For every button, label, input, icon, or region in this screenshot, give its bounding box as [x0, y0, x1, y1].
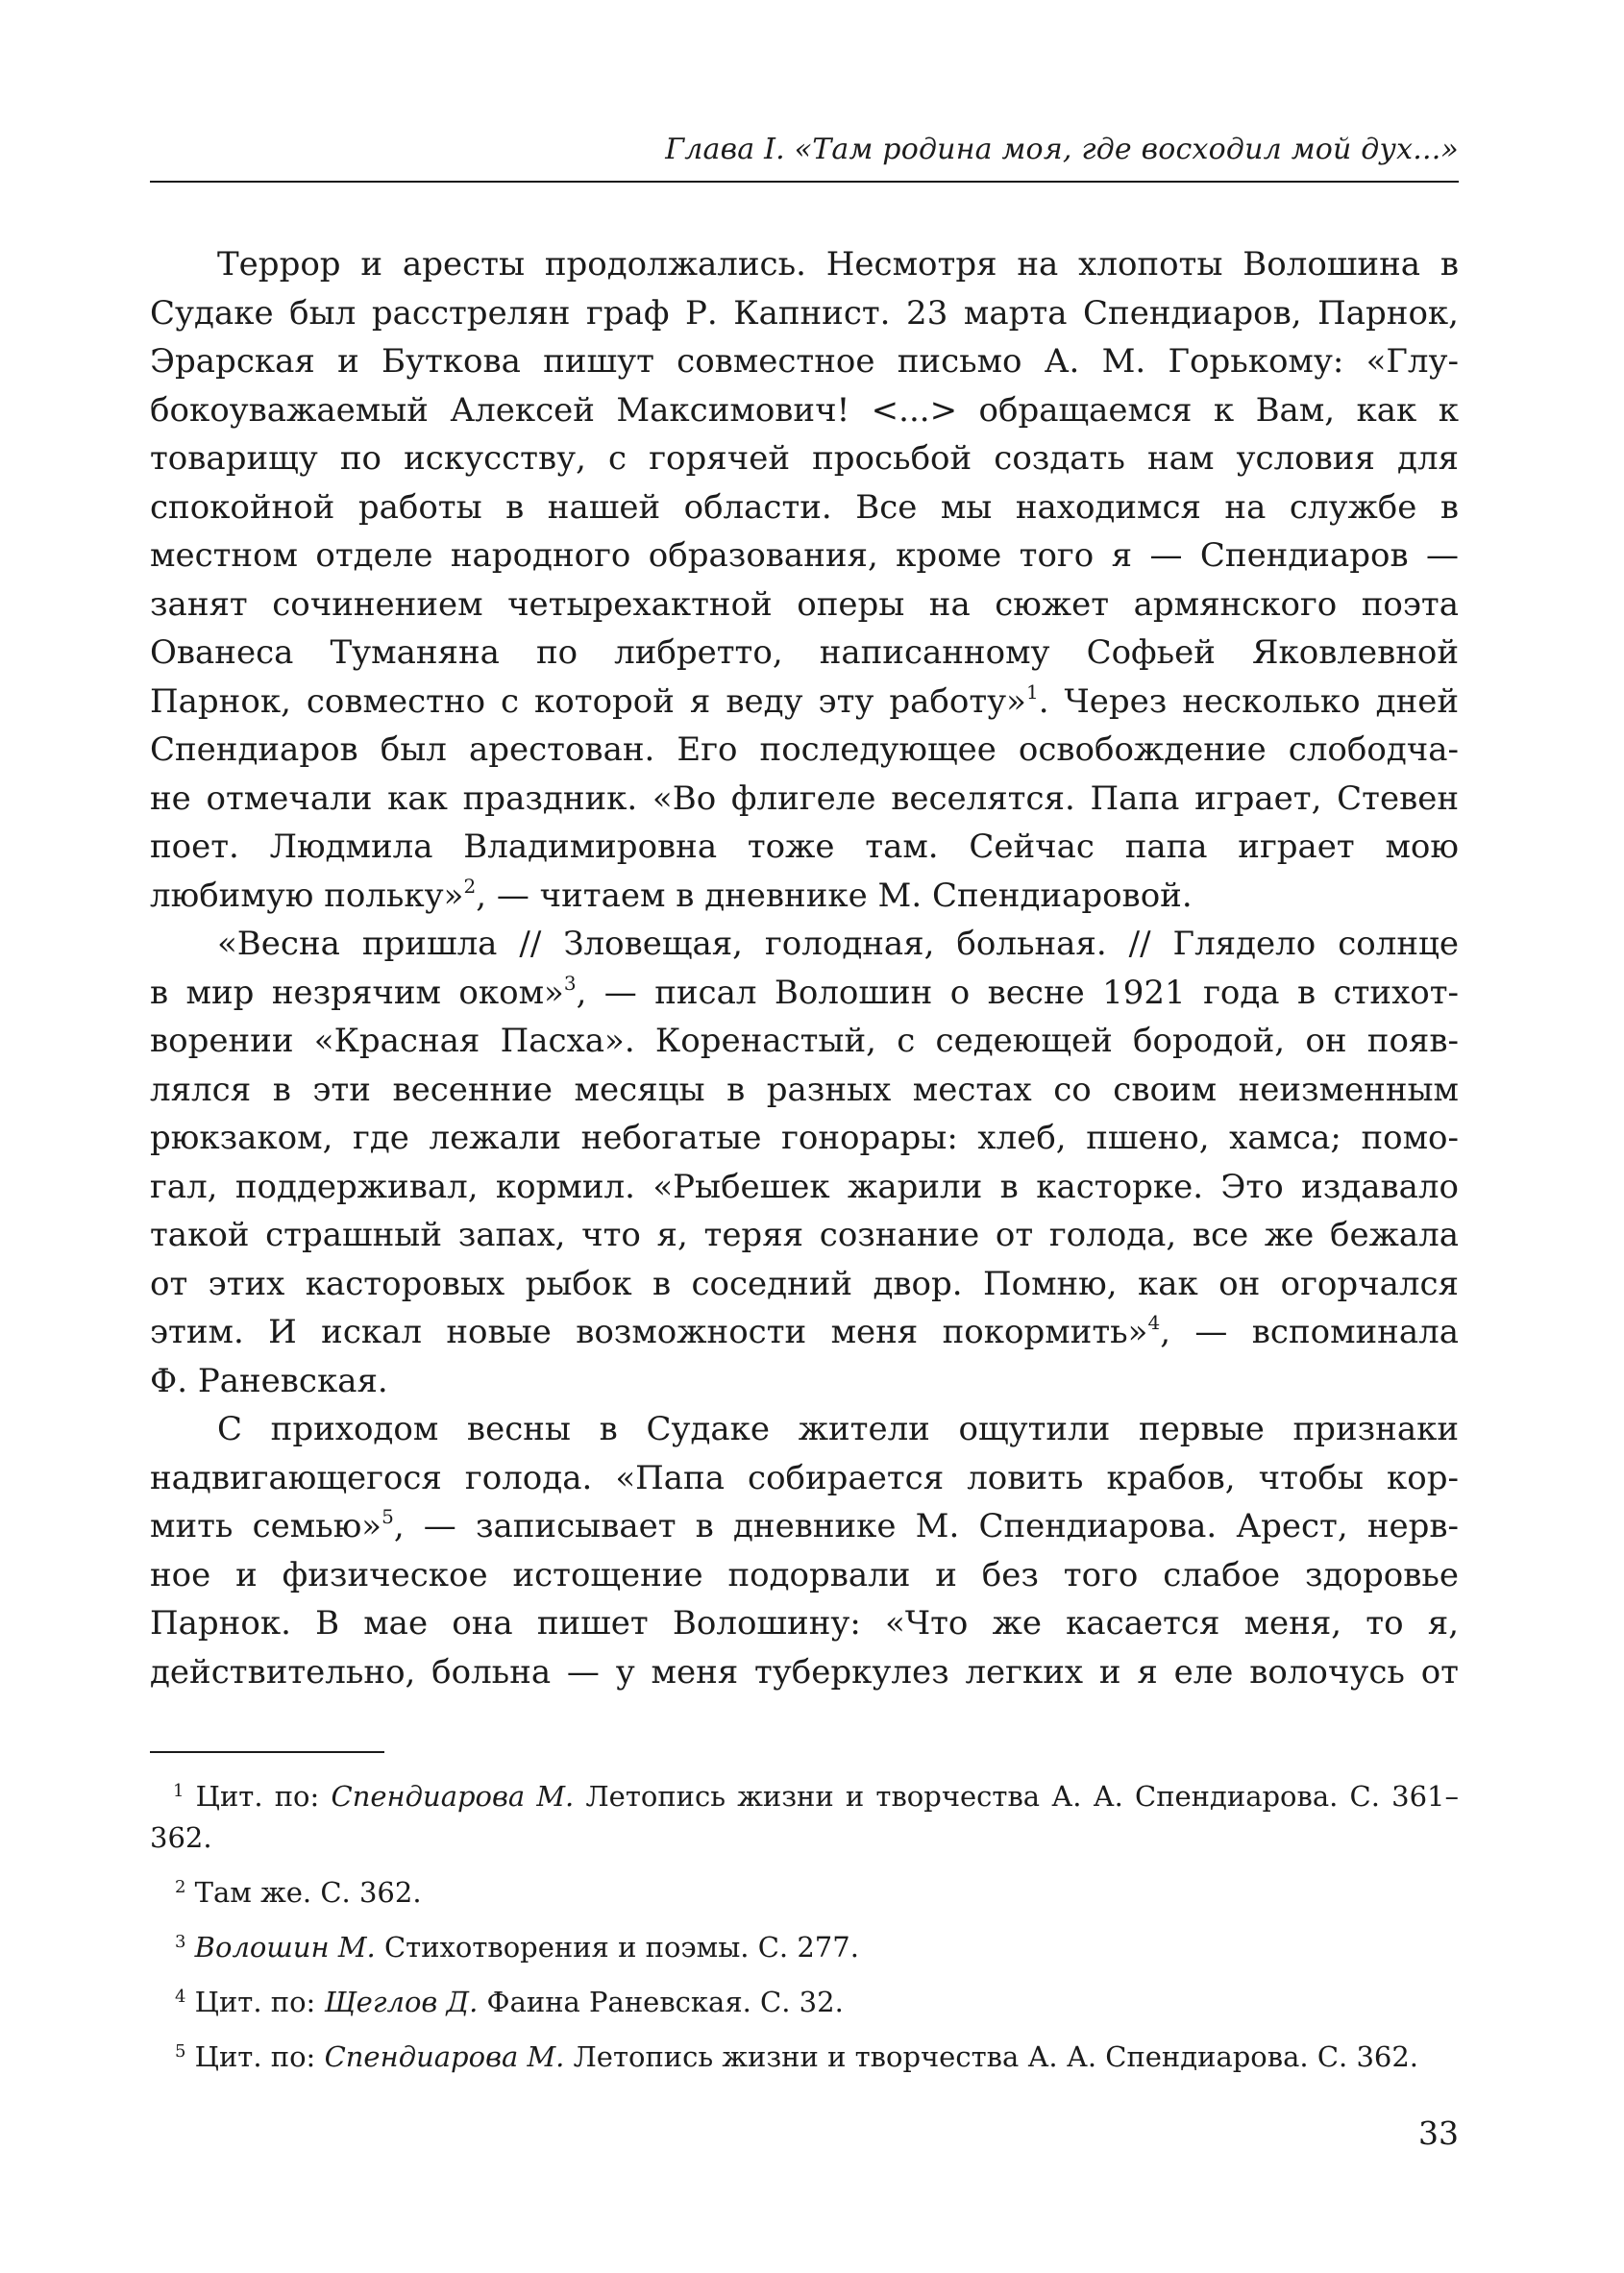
text-line: ворении «Красная Пасха». Коренастый, с седеющей бородой, он появ- [150, 1022, 1459, 1060]
text-span: , — писал Волошин о весне 1921 года в стихот- [576, 973, 1459, 1012]
text-line [150, 969, 1459, 1018]
text-line [150, 678, 1459, 727]
footnote-item [150, 1927, 1459, 1968]
footnote-prefix: Цит. по: [194, 2040, 325, 2073]
footnote-text: Летопись жизни и творчества А. А. Спендиарова. С. 361– [574, 1780, 1459, 1813]
text-span: Парнок, совместно с которой я веду эту работу» [150, 681, 1026, 721]
text-span: , — вспоминала [1160, 1313, 1459, 1351]
text-line: местном отделе народного образования, кроме того я — Спендиаров — [150, 536, 1459, 575]
text-span: мить семью» [150, 1507, 382, 1545]
footnote-item [150, 1776, 1459, 1817]
footnote-author: Волошин М. [194, 1931, 376, 1964]
text-line: Судаке был расстрелян граф Р. Капнист. 23 марта Спендиаров, Парнок, [150, 293, 1459, 333]
text-span: в мир незрячим оком» [150, 973, 564, 1012]
main-text [150, 240, 1459, 1696]
text-line: действительно, больна — у меня туберкулез легких и я еле волочусь от [150, 1652, 1459, 1692]
text-span: , — записывает в дневнике М. Спендиарова. Арест, нерв- [393, 1507, 1459, 1545]
text-span: , — читаем в дневнике М. Спендиаровой. [476, 876, 1193, 915]
footnote-ref[interactable]: 3 [563, 971, 577, 995]
text-line [150, 872, 1459, 921]
text-span: любимую польку» [150, 876, 464, 915]
footnote-ref[interactable]: 2 [463, 874, 477, 898]
text-line: ное и физическое истощение подорвали и без того слабое здоровье [150, 1555, 1459, 1594]
text-line: Спендиаров был арестован. Его последующее освобождение слободча- [150, 730, 1459, 769]
text-line: Эрарская и Буткова пишут совместное письмо А. М. Горькому: «Глу- [150, 342, 1459, 381]
text-line: Ф. Раневская. [150, 1361, 388, 1400]
footnote-number: 3 [175, 1932, 186, 1952]
text-span: . Через несколько дней [1038, 681, 1459, 721]
text-line: надвигающегося голода. «Папа собирается ловить крабов, чтобы кор- [150, 1458, 1459, 1497]
text-line: такой страшный запах, что я, теряя сознание от голода, все же бежала [150, 1216, 1459, 1254]
footnote-item [150, 1982, 1459, 2023]
text-line: Ованеса Туманяна по либретто, написанному Софьей Яковлевной [150, 633, 1459, 672]
footnote-prefix: Цит. по: [195, 1780, 332, 1813]
footnote-continuation: 362. [150, 1821, 212, 1854]
page-number: 33 [1418, 2114, 1459, 2152]
text-line [150, 1308, 1459, 1357]
footnote-text: Фаина Раневская. С. 32. [478, 1986, 844, 2018]
footnote-text: Летопись жизни и творчества А. А. Спендиарова. С. 362. [564, 2040, 1419, 2073]
text-line: от этих касторовых рыбок в соседний двор. Помню, как он огорчался [150, 1264, 1459, 1303]
text-line: лялся в эти весенние месяцы в разных местах со своим неизменным [150, 1070, 1459, 1109]
footnote-item [150, 2037, 1459, 2078]
text-line: спокойной работы в нашей области. Все мы находимся на службе в [150, 487, 1459, 527]
footnote-author: Спендиарова М. [331, 1780, 575, 1813]
running-title: Глава I. «Там родина моя, где восходил мой дух...» [665, 133, 1459, 166]
text-line: товарищу по искусству, с горячей просьбой создать нам условия для [150, 439, 1459, 478]
footnote-number: 1 [173, 1781, 185, 1801]
footnote-item [150, 1872, 1459, 1914]
text-line: Террор и аресты продолжались. Несмотря на хлопоты Волошина в [217, 245, 1459, 284]
footnote-text: Стихотворения и поэмы. С. 277. [375, 1931, 859, 1964]
text-line: бокоуважаемый Алексей Максимович! <...> обращаемся к Вам, как к [150, 390, 1459, 430]
text-line: «Весна пришла // Зловещая, голодная, больная. // Глядело солнце [217, 925, 1459, 963]
footnote-author: Спендиарова М. [324, 2040, 565, 2073]
text-line: гал, поддерживал, кормил. «Рыбешек жарили в касторке. Это издавало [150, 1167, 1459, 1206]
footnote-ref[interactable]: 5 [381, 1505, 394, 1528]
footnote-separator [150, 1751, 384, 1753]
footnote-number: 5 [175, 2041, 186, 2062]
footnote-ref[interactable]: 4 [1147, 1311, 1161, 1334]
text-line: не отмечали как праздник. «Во флигеле веселятся. Папа играет, Стевен [150, 778, 1459, 818]
footnotes [150, 1776, 1459, 2078]
footnote-prefix: Цит. по: [194, 1986, 325, 2018]
footnote-number: 4 [175, 1987, 186, 2007]
footnote-ref[interactable]: 1 [1025, 679, 1039, 704]
text-line: С приходом весны в Судаке жители ощутили первые признаки [217, 1410, 1459, 1448]
text-line: поет. Людмила Владимировна тоже там. Сейчас папа играет мою [150, 828, 1459, 866]
text-line: Парнок. В мае она пишет Волошину: «Что же касается меня, то я, [150, 1604, 1459, 1643]
text-line: рюкзаком, где лежали небогатые гонорары: хлеб, пшено, хамса; помо- [150, 1119, 1459, 1157]
text-line: занят сочинением четырехактной оперы на сюжет армянского поэта [150, 584, 1459, 624]
footnote-author: Щеглов Д. [324, 1986, 479, 2018]
running-header [150, 133, 1459, 183]
text-span: этим. И искал новые возможности меня покормить» [150, 1313, 1148, 1351]
footnote-text: Там же. С. 362. [194, 1876, 422, 1909]
text-line [150, 1502, 1459, 1551]
footnote-number: 2 [175, 1877, 186, 1897]
